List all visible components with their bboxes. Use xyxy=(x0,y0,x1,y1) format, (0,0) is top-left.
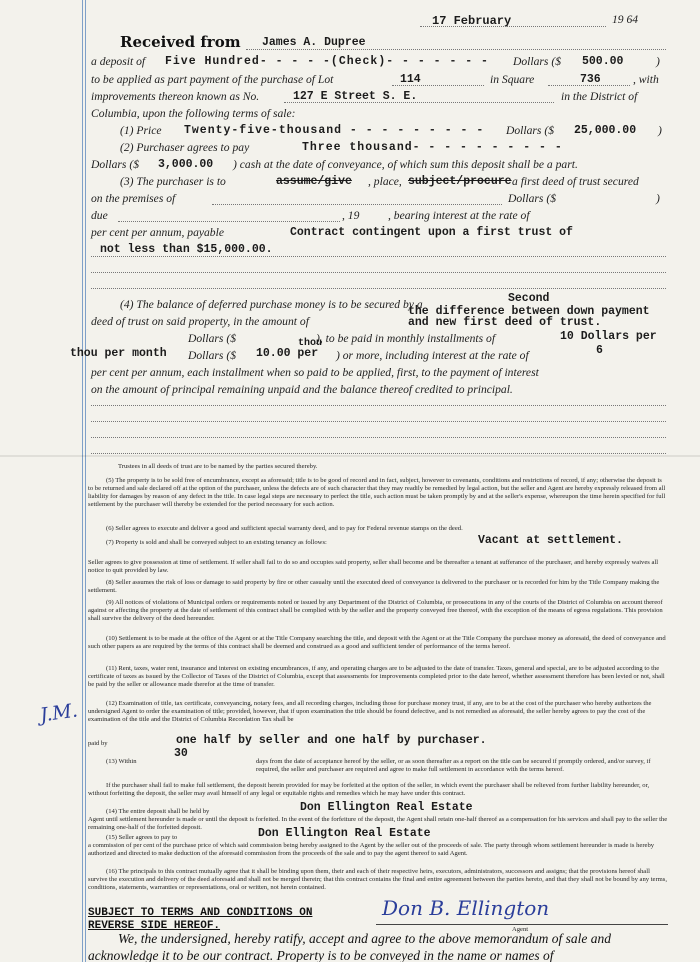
clause-7: (7) Property is sold and shall be conveyed subject to an existing tenancy as follows: xyxy=(106,539,327,546)
columbia-line: Columbia, upon the following terms of sale: xyxy=(91,107,296,120)
lot-number: 114 xyxy=(400,73,421,86)
ratify-line-2: acknowledge it to be our contract. Property is to be conveyed in the name or names of xyxy=(88,948,554,962)
commission-agent-typed: Don Ellington Real Estate xyxy=(258,827,431,840)
subject-terms-stamp: SUBJECT TO TERMS AND CONDITIONS ON xyxy=(88,907,313,919)
purchaser-name: James A. Dupree xyxy=(262,36,366,49)
paper-fold xyxy=(0,455,700,457)
difference-typed: the difference between down payment xyxy=(408,305,650,318)
property-address: 127 E Street S. E. xyxy=(293,90,418,103)
clause-14-label: (14) The entire deposit shall be held by xyxy=(106,808,210,815)
close-paren: ) xyxy=(656,192,660,205)
settlement-days: 30 xyxy=(174,747,188,760)
trust-line-2: on the premises of xyxy=(91,192,176,205)
monthly-dollars-label: Dollars ($ xyxy=(188,349,236,362)
deposit-label: a deposit of xyxy=(91,55,146,68)
trust-interest-label: , bearing interest at the rate of xyxy=(388,209,530,222)
agent-signature: Don B. Ellington xyxy=(382,896,550,920)
clause-12: (12) Examination of title, tax certificate, conveyancing, notary fees, and all recording charges, including those for purchase money trust, if any, are to be at the cost of the purchaser who hereby authorizes the undersigned Agent to order the examination of title; provided, however, that if upon examination the title should be found defective, and is not remedied as aforesaid, the seller hereby agrees to pay the cost of the examination of the title and the District of Columbia Recordation Tax shall be xyxy=(88,700,652,724)
with-label: , with xyxy=(633,73,659,86)
cash-amount: 3,000.00 xyxy=(158,158,214,171)
clause-5: (5) The property is to be sold free of encumbrance, except as aforesaid; title is to be good of record and in fact, subject, however to covenants, conditions and restrictions of record, if any; otherwise the deposit is to be returned and sale declared off at the option of the purchaser, unless the defects are of such character that they may readily be remedied by legal action, but the seller and Agent are hereby expressly released from all liability for damages by reason of any defect in the title. In case legal steps are necessary to perfect the title, such action must be taken promptly by and at the seller's expense, whereupon the time herein specified for full settlement by the purchaser will thereby be extended for the period necessary for such action. xyxy=(88,477,666,509)
applied-text: to be applied as part payment of the purchase of Lot xyxy=(91,73,334,86)
installment-rate: 10 Dollars per xyxy=(560,330,657,343)
deferred-line-2: deed of trust on said property, in the amount of xyxy=(91,315,309,328)
deposit-amount: 500.00 xyxy=(582,55,624,68)
deposit-words: Five Hundred- - - - -(Check)- - - - - - - xyxy=(165,55,489,68)
price-words: Twenty-five-thousand - - - - - - - - - xyxy=(184,124,485,137)
paid-by-label: paid by xyxy=(88,740,108,747)
trustees-note: Trustees in all deeds of trust are to be named by the parties secured thereby. xyxy=(118,463,318,470)
deferred-dollars-label: Dollars ($ xyxy=(188,332,236,345)
per-month-typed: thou per month xyxy=(70,347,167,360)
clause-15-label: (15) Seller agrees to pay to xyxy=(106,834,178,841)
clause-10: (10) Settlement is to be made at the office of the Agent or at the Title Company searching the title, and deposit with the Agent or at the Title Company the purchase money as aforesaid, the deed of conveyance and such other papers as are required by the terms of this contract shall be deemed and construed as a good and sufficient tender of performance of the terms hereof. xyxy=(88,635,666,651)
reverse-side-stamp: REVERSE SIDE HEREOF. xyxy=(88,920,221,932)
tenancy-typed: Vacant at settlement. xyxy=(478,534,623,547)
trust-payable-label: per cent per annum, payable xyxy=(91,226,224,239)
cash-dollars-label: Dollars ($ xyxy=(91,158,139,171)
cash-words: Three thousand- - - - - - - - - - xyxy=(302,141,563,154)
contract-contingency-amount: not less than $15,000.00. xyxy=(100,243,273,256)
agent-label: Agent xyxy=(512,926,529,933)
close-paren: ) xyxy=(656,55,660,68)
price-dollars-label: Dollars ($ xyxy=(506,124,554,137)
contract-contingency: Contract contingent upon a first trust of xyxy=(290,226,573,239)
struck-subject-procure: subject/procure xyxy=(408,175,512,188)
trust-line-1: (3) The purchaser is to xyxy=(120,175,226,188)
received-from-title: Received from xyxy=(120,33,241,51)
clause-13-label: (13) Within xyxy=(106,758,137,765)
trust-line-1-end: a first deed of trust secured xyxy=(512,175,639,188)
clause-6: (6) Seller agrees to execute and deliver a good and sufficient special warranty deed, and to pay for Federal revenue stamps on the deed. xyxy=(106,525,463,532)
contract-date: 17 February xyxy=(432,14,512,28)
clause-16: (16) The principals to this contract mutually agree that it shall be binding upon them, their and each of their respective heirs, executors, administrators, successors and assigns; that the provisions hereof shall survive the execution and delivery of the deed aforesaid and shall not be merged therein; that this contract contains the final and entire agreement between the parties hereto, and that they shall not be bound by any terms, conditions, statements, warranties or representations, oral or written, not herein contained. xyxy=(88,868,668,892)
deferred-line-6: on the amount of principal remaining unpaid and the balance thereof credited to principal. xyxy=(91,383,513,396)
margin-rule xyxy=(82,0,83,962)
district-label: in the District of xyxy=(561,90,638,103)
clause-13: days from the date of acceptance hereof by the seller, or as soon thereafter as a report on the title can be secured if promptly ordered, and/or survey, if required, the seller and purchaser are required and agree to make full settlement in accordance with the terms hereof. xyxy=(256,758,651,774)
struck-assume-give: assume/give xyxy=(276,175,352,188)
thou-insert: thou xyxy=(298,338,323,349)
monthly-interest-label: ) or more, including interest at the rate of xyxy=(336,349,529,362)
interest-rate: 6 xyxy=(596,344,603,357)
margin-rule xyxy=(85,0,86,962)
deposit-holder-typed: Don Ellington Real Estate xyxy=(300,801,473,814)
cash-label: (2) Purchaser agrees to pay xyxy=(120,141,250,154)
ratify-line-1: We, the undersigned, hereby ratify, accept and agree to the above memorandum of sale and xyxy=(118,931,612,946)
monthly-amount: 10.00 per xyxy=(256,347,319,360)
clause-8: (8) Seller assumes the risk of loss or damage to said property by fire or other casualty until the executed deed of conveyance is delivered to the purchaser or is recorded for him by the Title Company making the settlement. xyxy=(88,579,660,595)
trust-year-label: , 19 xyxy=(342,209,360,222)
clause-13-forfeit: If the purchaser shall fail to make full settlement, the deposit herein provided for may be forfeited at the option of the seller, in which event the purchaser shall be relieved from further liability hereunder, or, without forfeiting the deposit, the seller may avail himself of any legal or equitable rights and remedies which he may have under this contract. xyxy=(88,782,650,798)
clause-9: (9) All notices of violations of Municipal orders or requirements noted or issued by any Department of the District of Columbia, or prosecutions in any of the courts of the District of Columbia on account thereof against or affecting the property at the date of settlement of this contract shall be complied with by the seller and the property conveyed free thereof, with the exception of the means of egress regulations. This provision shall survive the delivery of the deed hereunder. xyxy=(88,599,663,623)
trust-dollars-label: Dollars ($ xyxy=(508,192,556,205)
price-amount: 25,000.00 xyxy=(574,124,637,137)
square-label: in Square xyxy=(490,73,535,86)
cash-conveyance-text: ) cash at the date of conveyance, of which sum this deposit shall be a part. xyxy=(233,158,578,171)
clause-7-possession: Seller agrees to give possession at time of settlement. If seller shall fail to do so and occupies said property, seller shall become and be thereafter a tenant at sufferance of the purchaser, and hereby expressly waives all notice to quit provided by law. xyxy=(88,559,659,575)
deferred-line-1: (4) The balance of deferred purchase money is to be secured by a xyxy=(120,298,423,311)
margin-initials: J.M. xyxy=(38,699,80,727)
contract-year: 19 64 xyxy=(612,13,639,26)
trust-place: , place, xyxy=(368,175,402,188)
recordation-tax-typed: one half by seller and one half by purchaser. xyxy=(176,734,487,747)
second-typed: Second xyxy=(508,292,550,305)
trust-due-label: due xyxy=(91,209,108,222)
clause-14: Agent until settlement hereunder is made or until the deposit is forfeited. In the event of the forfeiture of the deposit, the Agent shall retain one-half thereof as a compensation for his services and shall pay to the seller the remaining one-half of the forfeited deposit. xyxy=(88,816,668,832)
deferred-installments-label: ), to be paid in monthly installments of xyxy=(316,332,496,345)
deposit-dollars-label: Dollars ($ xyxy=(513,55,561,68)
clause-15: a commission of per cent of the purchase price of which said commission being hereby assigned to the Agent by the seller out of the proceeds of sale. The party through whom settlement hereunder is made is hereby authorized and directed to make deduction of the aforesaid commission from the proceeds of the sale and to pay the agent thereof to said Agent. xyxy=(88,842,655,858)
improvements-label: improvements thereon known as No. xyxy=(91,90,260,103)
new-first-trust-typed: and new first deed of trust. xyxy=(408,316,602,329)
clause-11: (11) Rent, taxes, water rent, insurance and interest on existing encumbrances, if any, and operating charges are to be adjusted to the date of transfer. Taxes, general and special, are to be adjusted according to the certificate of taxes as issued by the Collector of Taxes of the District of Columbia, except that assessments for improvements completed prior to the date hereof, whether assessment therefore has been levied or not, shall be paid by the seller or allowance made therefor at the time of transfer. xyxy=(88,665,665,689)
square-number: 736 xyxy=(580,73,601,86)
price-label: (1) Price xyxy=(120,124,162,137)
close-paren: ) xyxy=(658,124,662,137)
deferred-line-5: per cent per annum, each installment when so paid to be applied, first, to the payment of interest xyxy=(91,366,539,379)
